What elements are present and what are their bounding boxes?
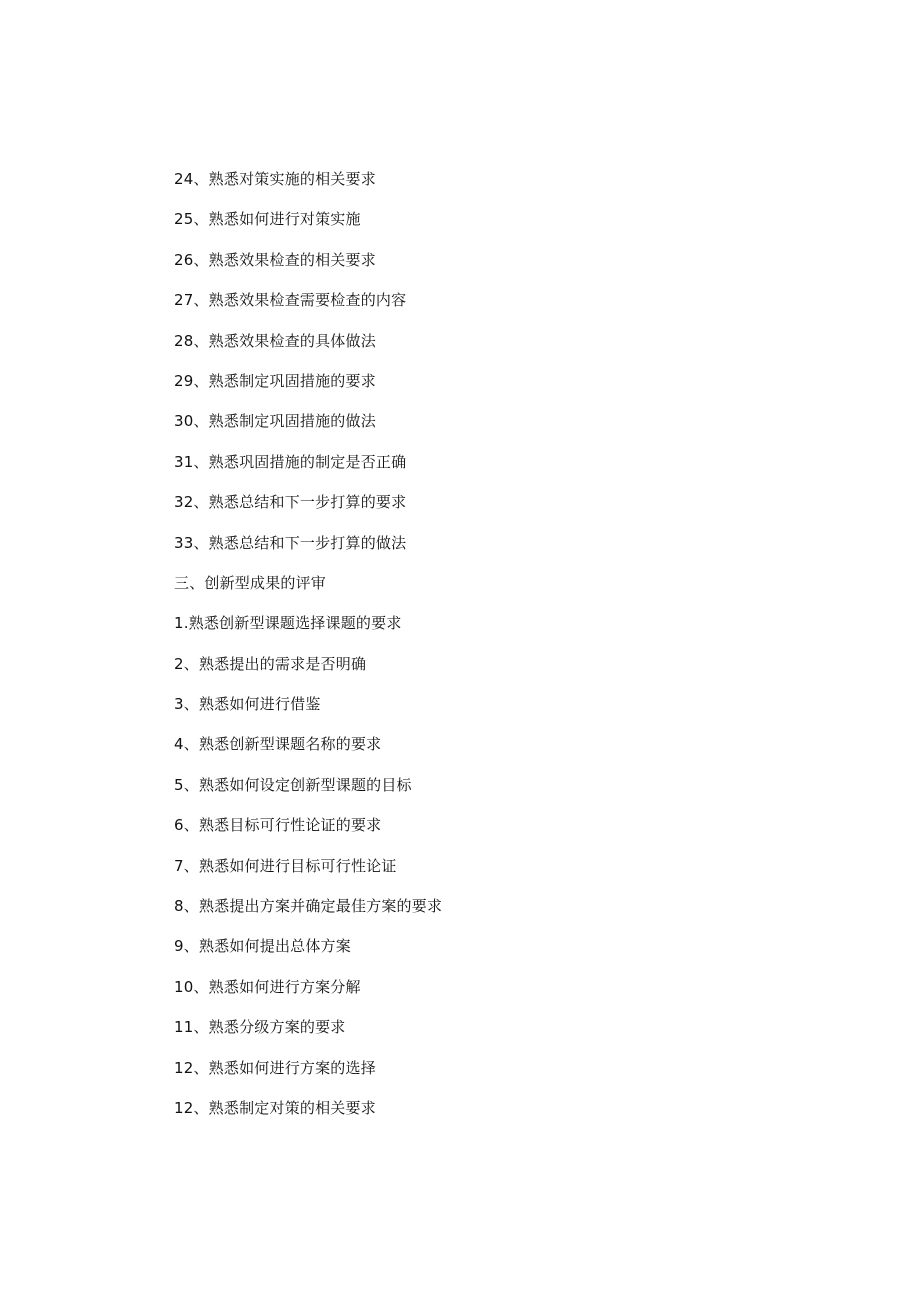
list-item: 11、熟悉分级方案的要求 <box>174 1018 346 1037</box>
list-item: 7、熟悉如何进行目标可行性论证 <box>174 856 397 875</box>
requirement-list <box>174 167 442 1136</box>
list-item: 12、熟悉制定对策的相关要求 <box>174 1098 376 1117</box>
list-item: 31、熟悉巩固措施的制定是否正确 <box>174 452 407 471</box>
list-item: 10、熟悉如何进行方案分解 <box>174 977 361 996</box>
list-item: 30、熟悉制定巩固措施的做法 <box>174 412 376 431</box>
list-item: 29、熟悉制定巩固措施的要求 <box>174 371 376 390</box>
list-item: 8、熟悉提出方案并确定最佳方案的要求 <box>174 897 443 916</box>
list-item: 12、熟悉如何进行方案的选择 <box>174 1058 376 1077</box>
section-heading: 三、创新型成果的评审 <box>174 573 327 592</box>
list-item: 5、熟悉如何设定创新型课题的目标 <box>174 775 412 794</box>
list-item: 32、熟悉总结和下一步打算的要求 <box>174 493 407 512</box>
list-item: 1.熟悉创新型课题选择课题的要求 <box>174 614 402 633</box>
list-item: 24、熟悉对策实施的相关要求 <box>174 170 376 188</box>
list-item: 25、熟悉如何进行对策实施 <box>174 210 361 229</box>
list-item: 4、熟悉创新型课题名称的要求 <box>174 735 382 754</box>
list-item: 27、熟悉效果检查需要检查的内容 <box>174 291 407 310</box>
list-item: 26、熟悉效果检查的相关要求 <box>174 250 376 269</box>
list-item: 9、熟悉如何提出总体方案 <box>174 937 351 956</box>
list-item: 33、熟悉总结和下一步打算的做法 <box>174 533 407 552</box>
list-item: 28、熟悉效果检查的具体做法 <box>174 331 376 350</box>
list-item: 3、熟悉如何进行借鉴 <box>174 695 321 714</box>
list-item: 6、熟悉目标可行性论证的要求 <box>174 816 382 835</box>
list-item: 2、熟悉提出的需求是否明确 <box>174 654 367 673</box>
